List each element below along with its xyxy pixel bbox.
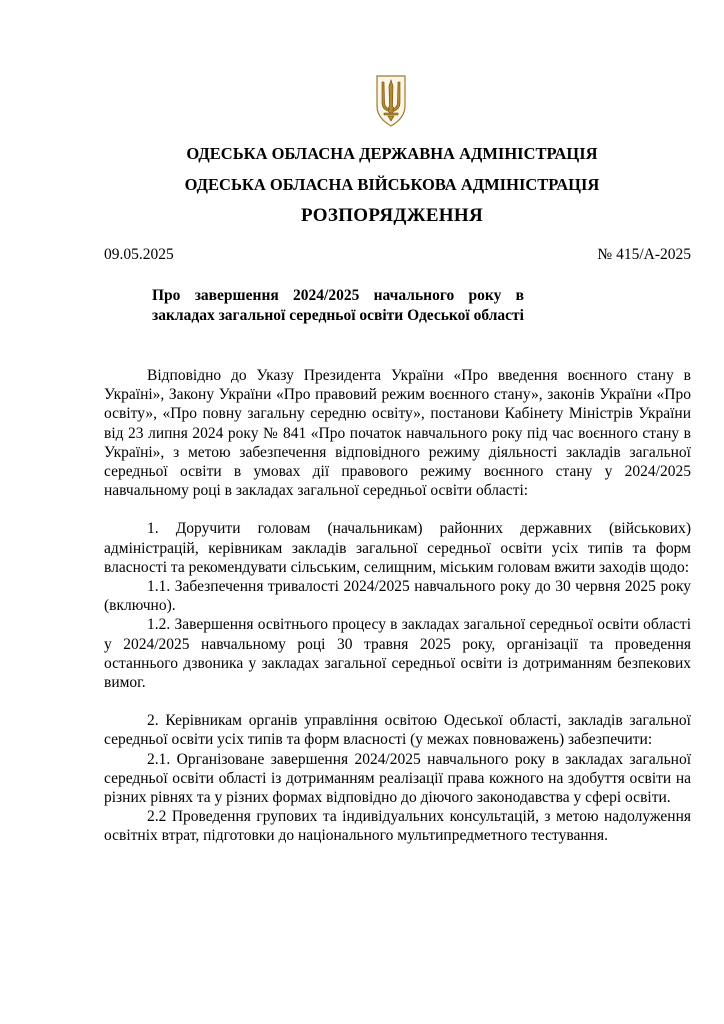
document-date: 09.05.2025 <box>104 246 174 263</box>
clause-1-2: 1.2. Завершення освітнього процесу в закладах загальної середньої освіти області у 2024/2025 навчальному році 30 травня 2025 року, організації та проведення останнього дзвоника у закладах загальної середньої освіти із дотриманням безпекових вимог. <box>104 616 691 692</box>
org-name-line-1: ОДЕСЬКА ОБЛАСНА ДЕРЖАВНА АДМІНІСТРАЦІЯ <box>186 144 598 163</box>
clause-1-1: 1.1. Забезпечення тривалості 2024/2025 навчального року до 30 червня 2025 року (включно). <box>104 578 691 615</box>
clause-2-1: 2.1. Організоване завершення 2024/2025 навчального року в закладах загальної середньої освіти області із дотриманням реалізації права кожного на здобуття освіти на різних рівнях та у різних формах відповідно до діючого законодавства у сфері освіти. <box>104 750 691 807</box>
org-name-line-2: ОДЕСЬКА ОБЛАСНА ВІЙСЬКОВА АДМІНІСТРАЦІЯ <box>184 175 600 194</box>
clause-2: 2. Керівникам органів управління освітою Одеської області, закладів загальної середньої освіти усіх типів та форм власності (у межах повноважень) забезпечити: <box>104 712 691 749</box>
clause-2-2: 2.2 Проведення групових та індивідуальних консультацій, з метою надолуження освітніх втрат, підготовки до національного мультипредметного тестування. <box>104 808 691 845</box>
document-subject: Про завершення 2024/2025 начального року в закладах загальної середньої освіти Одеської області <box>152 287 524 324</box>
document-body <box>104 366 691 846</box>
clause-1: 1. Доручити головам (начальникам) районних державних (військових) адміністрацій, керівникам закладів загальної середньої освіти усіх типів та форм власності та рекомендувати сільським, селищним, міським головам вжити заходів щодо: <box>104 520 691 576</box>
document-number: № 415/А-2025 <box>597 246 691 263</box>
trident-emblem-icon <box>374 70 408 128</box>
preamble-paragraph: Відповідно до Указу Президента України «Про введення воєнного стану в Україні», Закону України «Про правовий режим воєнного стану», законів України «Про освіту», «Про повну загальну середню освіту», постанови Кабінету Міністрів України від 23 липня 2024 року № 841 «Про початок навчального року під час воєнного стану в Україні», з метою забезпечення відповідного режиму діяльності закладів загальної середньої освіти в умовах дії правового режиму воєнного стану у 2024/2025 навчальному році в закладах загальної середньої освіти області: <box>104 367 691 500</box>
document-type-title: РОЗПОРЯДЖЕННЯ <box>301 205 483 226</box>
